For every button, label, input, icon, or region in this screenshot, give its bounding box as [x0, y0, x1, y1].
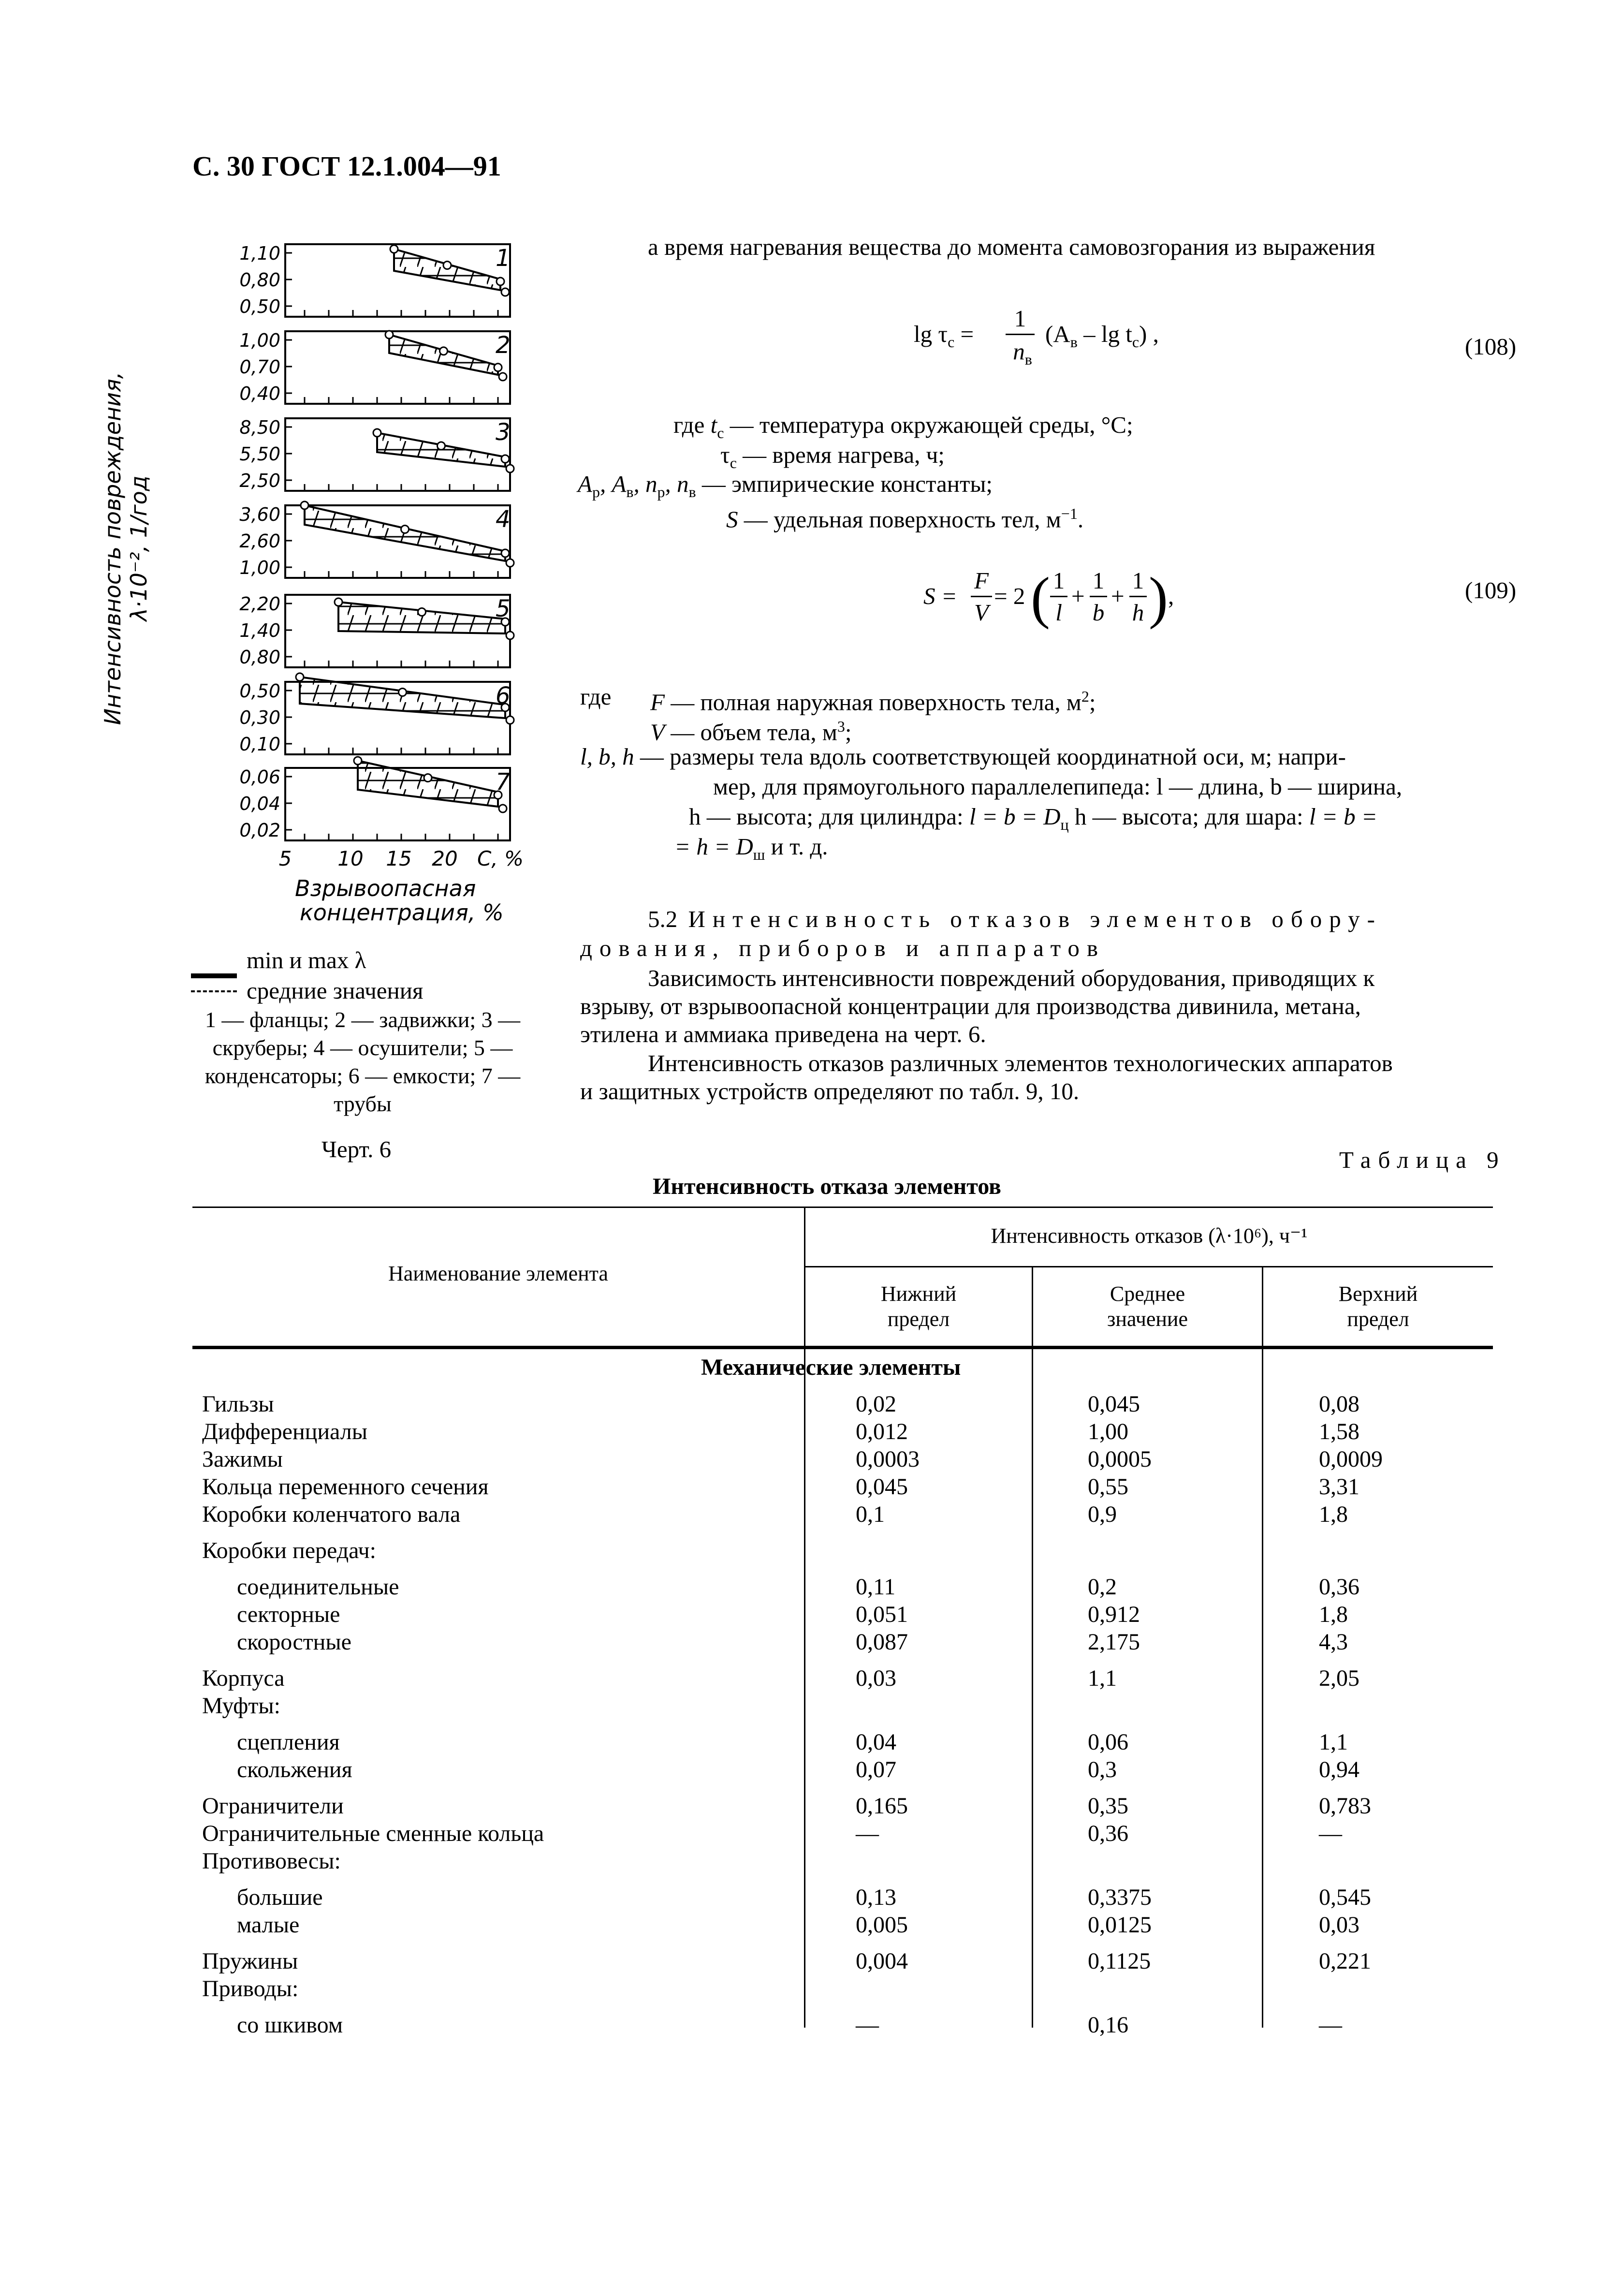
- row-name: малые: [237, 1912, 300, 1938]
- panel-data-point: [401, 526, 409, 533]
- table-top-border: [192, 1207, 1493, 1208]
- row-value-mid: 2,175: [1088, 1629, 1140, 1655]
- eq109-bar2: [1090, 596, 1107, 597]
- row-value-low: 0,004: [856, 1948, 908, 1974]
- chart-panel-4: [239, 501, 514, 578]
- row-value-high: —: [1319, 2012, 1342, 2038]
- panel-data-point: [373, 429, 381, 437]
- eq108-num: 1: [1014, 305, 1026, 332]
- def3-sym: A: [578, 471, 592, 497]
- eq108-fraction-bar: [1006, 334, 1035, 335]
- eq109-d3: h: [1132, 599, 1144, 626]
- row-value-low: 0,03: [856, 1665, 896, 1691]
- defF-text: — полная наружная поверхность тела, м: [664, 689, 1081, 716]
- row-value-high: 0,08: [1319, 1391, 1359, 1417]
- row-value-low: 0,1: [856, 1501, 885, 1527]
- row-value-high: 0,03: [1319, 1912, 1359, 1938]
- def1-text: — температура окружающей среды, °С;: [724, 412, 1133, 438]
- equation-number-109: (109): [1465, 577, 1517, 603]
- defDim4-a: = h = D: [674, 833, 753, 860]
- eq109-bar1: [1050, 596, 1067, 597]
- x-tick-label: C, %: [477, 847, 524, 870]
- table-subheader-line: [805, 1266, 1493, 1267]
- row-value-low: 0,04: [856, 1729, 896, 1755]
- row-name: Кольца переменного сечения: [202, 1474, 489, 1500]
- defV-text: — объем тела, м: [664, 719, 837, 746]
- row-value-high: 0,94: [1319, 1757, 1359, 1782]
- section-para2-line1: Интенсивность отказов различных элементов технологических аппаратов: [648, 1050, 1393, 1076]
- chart-panel-6: [239, 673, 514, 755]
- x-tick-label: 20: [432, 847, 458, 870]
- chart-panels: [239, 243, 514, 841]
- table-title: Интенсивность отказа элементов: [653, 1174, 1001, 1199]
- chart-panel-7: [239, 757, 511, 841]
- eq109-end: ,: [1168, 583, 1174, 609]
- row-value-low: —: [856, 2012, 879, 2038]
- row-value-mid: 0,1125: [1088, 1948, 1151, 1974]
- panel-y-tick-label: 0,70: [239, 356, 280, 378]
- row-name: Противовесы:: [202, 1848, 341, 1874]
- row-value-low: 0,0003: [856, 1446, 920, 1472]
- panel-data-point: [506, 559, 514, 567]
- row-value-high: 0,36: [1319, 1574, 1359, 1600]
- col-mid-line2: значение: [1107, 1307, 1188, 1331]
- defF-sym: F: [650, 689, 665, 716]
- row-name: Приводы:: [202, 1976, 299, 2002]
- panel-data-point: [499, 373, 507, 381]
- panel-data-point: [399, 689, 407, 696]
- panel-number: 3: [496, 419, 511, 446]
- col-low-line2: предел: [887, 1307, 950, 1331]
- chart-panel-2: [239, 330, 510, 404]
- panel-data-point: [499, 805, 507, 812]
- panel-y-tick-label: 2,60: [239, 530, 280, 552]
- panel-y-tick-label: 0,30: [239, 707, 280, 728]
- def4-end: .: [1077, 506, 1084, 533]
- def2-text: — время нагрева, ч;: [736, 442, 945, 468]
- caption-line4: трубы: [334, 1091, 392, 1116]
- eq109-t1: 1: [1052, 567, 1065, 594]
- col-mid-line1: Среднее: [1110, 1282, 1185, 1306]
- panel-data-point: [506, 716, 514, 724]
- eq109-bar3: [1129, 596, 1147, 597]
- row-value-low: 0,13: [856, 1884, 896, 1910]
- row-value-mid: 0,912: [1088, 1602, 1140, 1627]
- col-header-name: Наименование элемента: [388, 1262, 608, 1285]
- def1-lead: где: [673, 412, 711, 438]
- row-name: Пружины: [202, 1948, 298, 1974]
- eq109-d1: l: [1055, 599, 1062, 626]
- def2-lead-where: где: [580, 683, 612, 710]
- eq109-frac-den: V: [974, 599, 989, 626]
- defDim3-b: l = b = D: [969, 803, 1061, 830]
- row-value-mid: 0,2: [1088, 1574, 1117, 1600]
- chart-x-label-line2: концентрация, %: [300, 899, 504, 926]
- section-para2-line2: и защитных устройств определяют по табл. 9, 10.: [580, 1078, 1080, 1104]
- row-value-mid: 0,045: [1088, 1391, 1140, 1417]
- row-name: Гильзы: [202, 1391, 274, 1417]
- row-name: скольжения: [237, 1757, 352, 1782]
- defDim4-b: и т. д.: [765, 833, 828, 860]
- panel-y-tick-label: 0,50: [239, 296, 280, 317]
- eq109-plus1: +: [1071, 583, 1085, 609]
- col-high-line2: предел: [1347, 1307, 1409, 1331]
- panel-y-tick-label: 1,40: [239, 620, 280, 641]
- row-value-low: 0,012: [856, 1419, 908, 1444]
- table-vline-2: [1032, 1266, 1033, 2028]
- x-tick-label: 5: [278, 847, 292, 870]
- panel-y-tick-label: 0,10: [239, 734, 280, 755]
- col-header-group: Интенсивность отказов (λ·10⁶), ч⁻¹: [991, 1224, 1308, 1248]
- row-value-mid: 0,3: [1088, 1757, 1117, 1782]
- def3-text: , A: [599, 471, 627, 497]
- table-section-title: Механические элементы: [701, 1354, 961, 1380]
- row-name: Муфты:: [202, 1693, 280, 1719]
- row-name: Ограничители: [202, 1793, 344, 1819]
- section-number: 5.2: [648, 906, 678, 932]
- legend-solid-label: min и max λ: [247, 947, 366, 973]
- defDim3-a: h — высота; для цилиндра:: [689, 803, 969, 830]
- defDim4-sub: ш: [753, 845, 765, 863]
- row-value-high: 1,8: [1319, 1501, 1348, 1527]
- panel-data-point: [506, 632, 514, 639]
- def-dimensions-line4: [674, 832, 828, 869]
- row-value-high: 4,3: [1319, 1629, 1348, 1655]
- table-vline-3: [1262, 1266, 1263, 2028]
- panel-data-point: [438, 442, 445, 450]
- def1-sub: с: [717, 424, 724, 442]
- panel-data-point: [390, 245, 398, 253]
- chart-x-axis: [279, 847, 524, 870]
- def4-sym: S: [726, 506, 738, 533]
- row-name: скоростные: [237, 1629, 351, 1655]
- eq109-frac-num: F: [974, 567, 989, 594]
- row-value-high: 3,31: [1319, 1474, 1359, 1500]
- eq109-lparen: (: [1031, 565, 1050, 630]
- eq108-eq: =: [954, 321, 974, 347]
- chart-panel-1: [239, 243, 510, 317]
- row-value-high: 0,783: [1319, 1793, 1371, 1819]
- row-value-mid: 0,0005: [1088, 1446, 1152, 1472]
- panel-data-point: [385, 331, 393, 339]
- panel-data-point: [501, 455, 509, 463]
- def3-sub2: в: [626, 483, 634, 500]
- panel-data-point: [296, 673, 304, 681]
- row-value-low: 0,11: [856, 1574, 896, 1600]
- section-heading: [648, 904, 1382, 934]
- defDim-text: — размеры тела вдоль соответствующей координатной оси, м; напри-: [634, 743, 1346, 770]
- def-dimensions: [580, 742, 1346, 771]
- defV-end: ;: [845, 719, 852, 746]
- panel-data-point: [506, 465, 514, 472]
- row-value-mid: 0,3375: [1088, 1884, 1152, 1910]
- def2-sym: τ: [720, 442, 730, 468]
- panel-y-tick-label: 0,02: [239, 820, 280, 841]
- x-tick-label: 15: [386, 847, 412, 870]
- col-high-line1: Верхний: [1338, 1282, 1418, 1306]
- equation-108: [914, 305, 1223, 377]
- row-value-high: 0,221: [1319, 1948, 1371, 1974]
- row-value-high: —: [1319, 1821, 1342, 1846]
- row-value-low: 0,051: [856, 1602, 908, 1627]
- chart-panel-3: [239, 417, 514, 491]
- section-title-line1: Интенсивность отказов элементов обору-: [688, 906, 1382, 932]
- panel-data-point: [418, 608, 426, 616]
- panel-number: 2: [496, 332, 511, 359]
- row-value-low: 0,087: [856, 1629, 908, 1655]
- eq109-t2: 1: [1092, 567, 1105, 594]
- page-header: С. 30 ГОСТ 12.1.004—91: [192, 150, 501, 182]
- row-value-high: 1,1: [1319, 1729, 1348, 1755]
- eq108-rhs-end: ) ,: [1139, 321, 1159, 347]
- row-value-mid: 0,9: [1088, 1501, 1117, 1527]
- defF-sup: 2: [1081, 688, 1089, 705]
- row-name: Коробки передач:: [202, 1538, 376, 1563]
- table-header-bottom: [192, 1346, 1493, 1349]
- eq108-den-sub: в: [1024, 350, 1032, 368]
- figure-label: Черт. 6: [321, 1136, 392, 1163]
- panel-y-tick-label: 0,50: [239, 680, 280, 702]
- table-label: Таблица 9: [1339, 1147, 1506, 1173]
- row-name: соединительные: [237, 1574, 399, 1600]
- figure-chart: [191, 232, 558, 928]
- row-name: сцепления: [237, 1729, 340, 1755]
- row-value-mid: 0,16: [1088, 2012, 1128, 2038]
- def3-text4: — эмпирические константы;: [696, 471, 993, 497]
- row-name: Коробки коленчатого вала: [202, 1501, 461, 1527]
- figure-caption: [189, 1006, 537, 1118]
- intro-line: а время нагревания вещества до момента самовозгорания из выражения: [648, 234, 1375, 260]
- row-value-low: 0,045: [856, 1474, 908, 1500]
- defDim3-d: l = b =: [1309, 803, 1377, 830]
- defDim3-c: h — высота; для шара:: [1068, 803, 1309, 830]
- row-value-mid: 0,55: [1088, 1474, 1128, 1500]
- def4-text: — удельная поверхность тел, м: [738, 506, 1061, 533]
- section-para1-line1: Зависимость интенсивности повреждений оборудования, приводящих к: [648, 965, 1375, 991]
- row-value-high: 0,545: [1319, 1884, 1371, 1910]
- defF-end: ;: [1089, 689, 1096, 716]
- eq108-rhs-sub2: с: [1132, 333, 1140, 351]
- row-value-low: —: [856, 1821, 879, 1846]
- row-value-low: 0,005: [856, 1912, 908, 1938]
- eq108-lhs-sub: с: [948, 333, 955, 351]
- def3-sub: р: [592, 483, 600, 500]
- eq108-rhs-sub1: в: [1070, 333, 1078, 351]
- eq108-rhs: (A: [1045, 321, 1070, 347]
- panel-hatched-band: [338, 602, 505, 633]
- panel-data-point: [501, 549, 509, 557]
- def-specific-surface: [726, 499, 1083, 534]
- row-value-mid: 1,00: [1088, 1419, 1128, 1444]
- row-name: Корпуса: [202, 1665, 285, 1691]
- def3-sub3: р: [657, 483, 665, 500]
- panel-number: 1: [496, 245, 511, 272]
- panel-y-tick-label: 1,00: [239, 557, 280, 578]
- defV-sym: V: [650, 719, 665, 746]
- panel-y-tick-label: 5,50: [239, 443, 280, 465]
- panel-y-tick-label: 8,50: [239, 417, 280, 438]
- legend-dashed-line: [191, 990, 237, 992]
- panel-y-tick-label: 0,80: [239, 269, 280, 291]
- eq108-rhs-mid: – lg t: [1077, 321, 1132, 347]
- row-name: со шкивом: [237, 2012, 343, 2038]
- panel-data-point: [501, 288, 509, 296]
- row-value-low: 0,165: [856, 1793, 908, 1819]
- panel-y-tick-label: 2,20: [239, 593, 280, 615]
- row-name: Зажимы: [202, 1446, 283, 1472]
- section-para1-line2: взрыву, от взрывоопасной концентрации для производства дивинила, метана,: [580, 993, 1361, 1019]
- row-name: Ограничительные сменные кольца: [202, 1821, 544, 1846]
- chart-x-label-line1: Взрывоопасная: [295, 875, 476, 901]
- row-name: Дифференциалы: [202, 1419, 367, 1444]
- def1-sym: t: [710, 412, 717, 438]
- row-value-mid: 0,36: [1088, 1821, 1128, 1846]
- caption-line2: скруберы; 4 — осушители; 5 —: [212, 1035, 513, 1060]
- def3-text3: , n: [665, 471, 689, 497]
- panel-number: 5: [496, 595, 511, 622]
- eq109-plus2: +: [1111, 583, 1125, 609]
- panel-y-tick-label: 0,40: [239, 383, 280, 404]
- def2-sub: с: [730, 454, 737, 471]
- row-value-mid: 0,35: [1088, 1793, 1128, 1819]
- def4-sup: −1: [1061, 505, 1078, 522]
- defDim-sym: l, b, h: [580, 743, 634, 770]
- panel-y-tick-label: 0,06: [239, 766, 280, 788]
- row-value-mid: 1,1: [1088, 1665, 1117, 1691]
- def-dimensions-line2: мер, для прямоугольного параллелепипеда: l — длина, b — ширина,: [713, 773, 1403, 800]
- eq109-frac-bar: [971, 596, 992, 597]
- panel-data-point: [335, 598, 342, 606]
- caption-line3: конденсаторы; 6 — емкости; 7 —: [205, 1063, 521, 1088]
- panel-number: 7: [496, 768, 511, 795]
- panel-data-point: [440, 347, 448, 355]
- eq109-mid: = 2: [994, 583, 1025, 609]
- chart-panel-5: [239, 593, 514, 668]
- row-value-high: 0,0009: [1319, 1446, 1383, 1472]
- eq108-lhs: lg τ: [914, 321, 948, 347]
- panel-data-point: [494, 364, 502, 371]
- col-header-high: [1263, 1281, 1493, 1332]
- def3-sub4: в: [688, 483, 696, 500]
- eq109-d2: b: [1092, 599, 1105, 626]
- row-value-high: 2,05: [1319, 1665, 1359, 1691]
- section-title-line2: дования, приборов и аппаратов: [580, 935, 1106, 961]
- section-para1-line3: этилена и аммиака приведена на черт. 6.: [580, 1021, 986, 1047]
- panel-y-tick-label: 1,00: [239, 330, 280, 351]
- row-value-mid: 0,06: [1088, 1729, 1128, 1755]
- eq109-rparen: ): [1149, 565, 1168, 630]
- row-value-low: 0,07: [856, 1757, 896, 1782]
- eq108-den: n: [1013, 338, 1025, 365]
- row-value-low: 0,02: [856, 1391, 896, 1417]
- defDim3-sub: ц: [1060, 815, 1069, 833]
- equation-109: [923, 566, 1194, 643]
- row-name: секторные: [237, 1602, 340, 1627]
- panel-data-point: [424, 774, 432, 782]
- panel-number: 6: [496, 682, 511, 709]
- panel-y-tick-label: 1,10: [239, 243, 280, 264]
- panel-data-point: [497, 278, 504, 285]
- panel-number: 4: [496, 506, 511, 533]
- defV-sup: 3: [837, 718, 845, 735]
- x-tick-label: 10: [337, 847, 364, 870]
- row-name: большие: [237, 1884, 323, 1910]
- row-value-high: 1,8: [1319, 1602, 1348, 1627]
- def3-text2: , n: [633, 471, 658, 497]
- panel-y-tick-label: 2,50: [239, 470, 280, 491]
- panel-data-point: [443, 262, 451, 269]
- panel-y-tick-label: 3,60: [239, 504, 280, 525]
- col-header-low: [805, 1281, 1032, 1332]
- panel-data-point: [301, 501, 308, 509]
- chart-y-label: Интенсивность повреждения, λ·10⁻², 1/год: [100, 371, 152, 725]
- legend-dashed-label: средние значения: [247, 977, 424, 1004]
- eq109-t3: 1: [1132, 567, 1144, 594]
- caption-line1: 1 — фланцы; 2 — задвижки; 3 —: [205, 1007, 521, 1032]
- legend-solid-line: [191, 973, 237, 978]
- col-header-mid: [1033, 1281, 1262, 1332]
- row-value-mid: 0,0125: [1088, 1912, 1152, 1938]
- panel-y-tick-label: 0,80: [239, 647, 280, 668]
- panel-y-tick-label: 0,04: [239, 793, 280, 814]
- col-low-line1: Нижний: [880, 1282, 957, 1306]
- eq109-lhs: S =: [923, 583, 957, 609]
- row-value-high: 1,58: [1319, 1419, 1359, 1444]
- panel-hatched-band: [300, 677, 505, 718]
- panel-data-point: [354, 757, 362, 765]
- equation-number-108: (108): [1465, 333, 1517, 360]
